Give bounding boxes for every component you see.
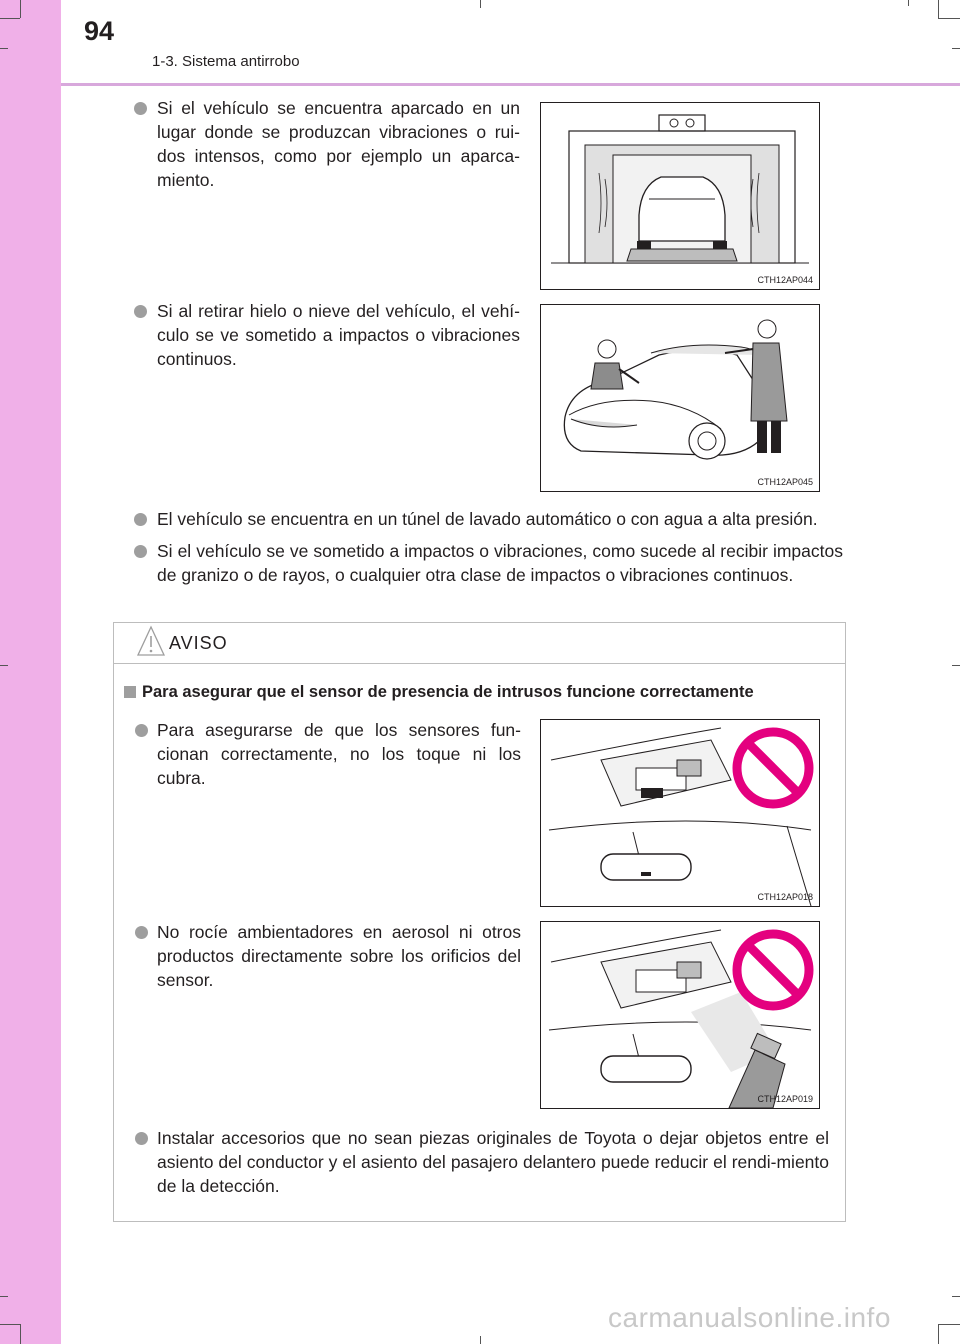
car-wash-illustration (541, 103, 819, 289)
watermark: carmanualsonline.info (608, 1302, 891, 1333)
crop-mark (0, 48, 8, 49)
crop-mark (952, 48, 960, 49)
crop-mark (0, 1296, 8, 1297)
crop-mark (952, 1296, 960, 1297)
warning-divider (114, 663, 845, 664)
warning-subheading: Para asegurar que el sensor de presencia de intrusos funcione correctamente (142, 683, 754, 701)
figure-code: CTH12AP018 (757, 892, 813, 902)
crop-mark (20, 0, 21, 18)
item-text: Si el vehículo se encuentra aparcado en un lugar donde se produzcan vibraciones o rui-dos intensos, como por ejemplo un aparca-miento. (157, 98, 520, 190)
bullet-icon (135, 1132, 148, 1145)
crop-mark (938, 18, 960, 19)
bullet-icon (135, 724, 148, 737)
warning-title: AVISO (169, 633, 228, 653)
sidebar-tab (0, 0, 61, 1344)
crop-mark (480, 1336, 481, 1344)
crop-mark (0, 665, 8, 666)
figure-sensor-spray (540, 921, 820, 1109)
bullet-icon (134, 513, 147, 526)
crop-mark (480, 0, 481, 8)
item-text: Si al retirar hielo o nieve del vehículo, el vehí-culo se ve sometido a impactos o vibraciones continuos. (157, 301, 520, 369)
prohibited-icon (731, 726, 815, 810)
warning-item-text: Para asegurarse de que los sensores fun-cionan correctamente, no los toque ni los cubra. (157, 720, 521, 788)
crop-mark (908, 0, 909, 6)
figure-code: CTH12AP045 (757, 477, 813, 487)
crop-mark (0, 18, 20, 19)
crop-mark (0, 1324, 20, 1325)
figure-car-wash-tunnel (540, 102, 820, 290)
bullet-icon (134, 102, 147, 115)
crop-mark (952, 665, 960, 666)
figure-sensor-touch (540, 719, 820, 907)
figure-code: CTH12AP019 (757, 1094, 813, 1104)
item-text: El vehículo se encuentra en un túnel de lavado automático o con agua a alta presión. (157, 509, 818, 529)
snow-removal-illustration (541, 305, 819, 491)
crop-mark (20, 1324, 21, 1344)
bullet-icon (134, 305, 147, 318)
crop-mark (938, 0, 939, 18)
bullet-icon (134, 545, 147, 558)
prohibited-icon (731, 928, 815, 1012)
bullet-icon (135, 926, 148, 939)
crop-mark (938, 1324, 960, 1325)
figure-code: CTH12AP044 (757, 275, 813, 285)
square-bullet-icon (124, 686, 136, 698)
section-title: 1-3. Sistema antirrobo (152, 53, 300, 70)
crop-mark (938, 1324, 939, 1344)
item-text: Si el vehículo se ve sometido a impactos o vibraciones, como sucede al recibir impactos de granizo o de rayos, o cualquier otra clase de impactos o vibraciones continuos. (157, 541, 843, 585)
warning-item-text: Instalar accesorios que no sean piezas originales de Toyota o dejar objetos entre el asiento del conductor y el asiento del pasajero delantero puede reducir el rendi-miento de la detección. (157, 1128, 829, 1196)
page-number: 94 (84, 16, 115, 46)
header-rule (61, 83, 960, 86)
warning-item-text: No rocíe ambientadores en aerosol ni otros productos directamente sobre los orificios del sensor. (157, 922, 521, 990)
figure-snow-removal (540, 304, 820, 492)
warning-triangle-icon (136, 625, 166, 657)
